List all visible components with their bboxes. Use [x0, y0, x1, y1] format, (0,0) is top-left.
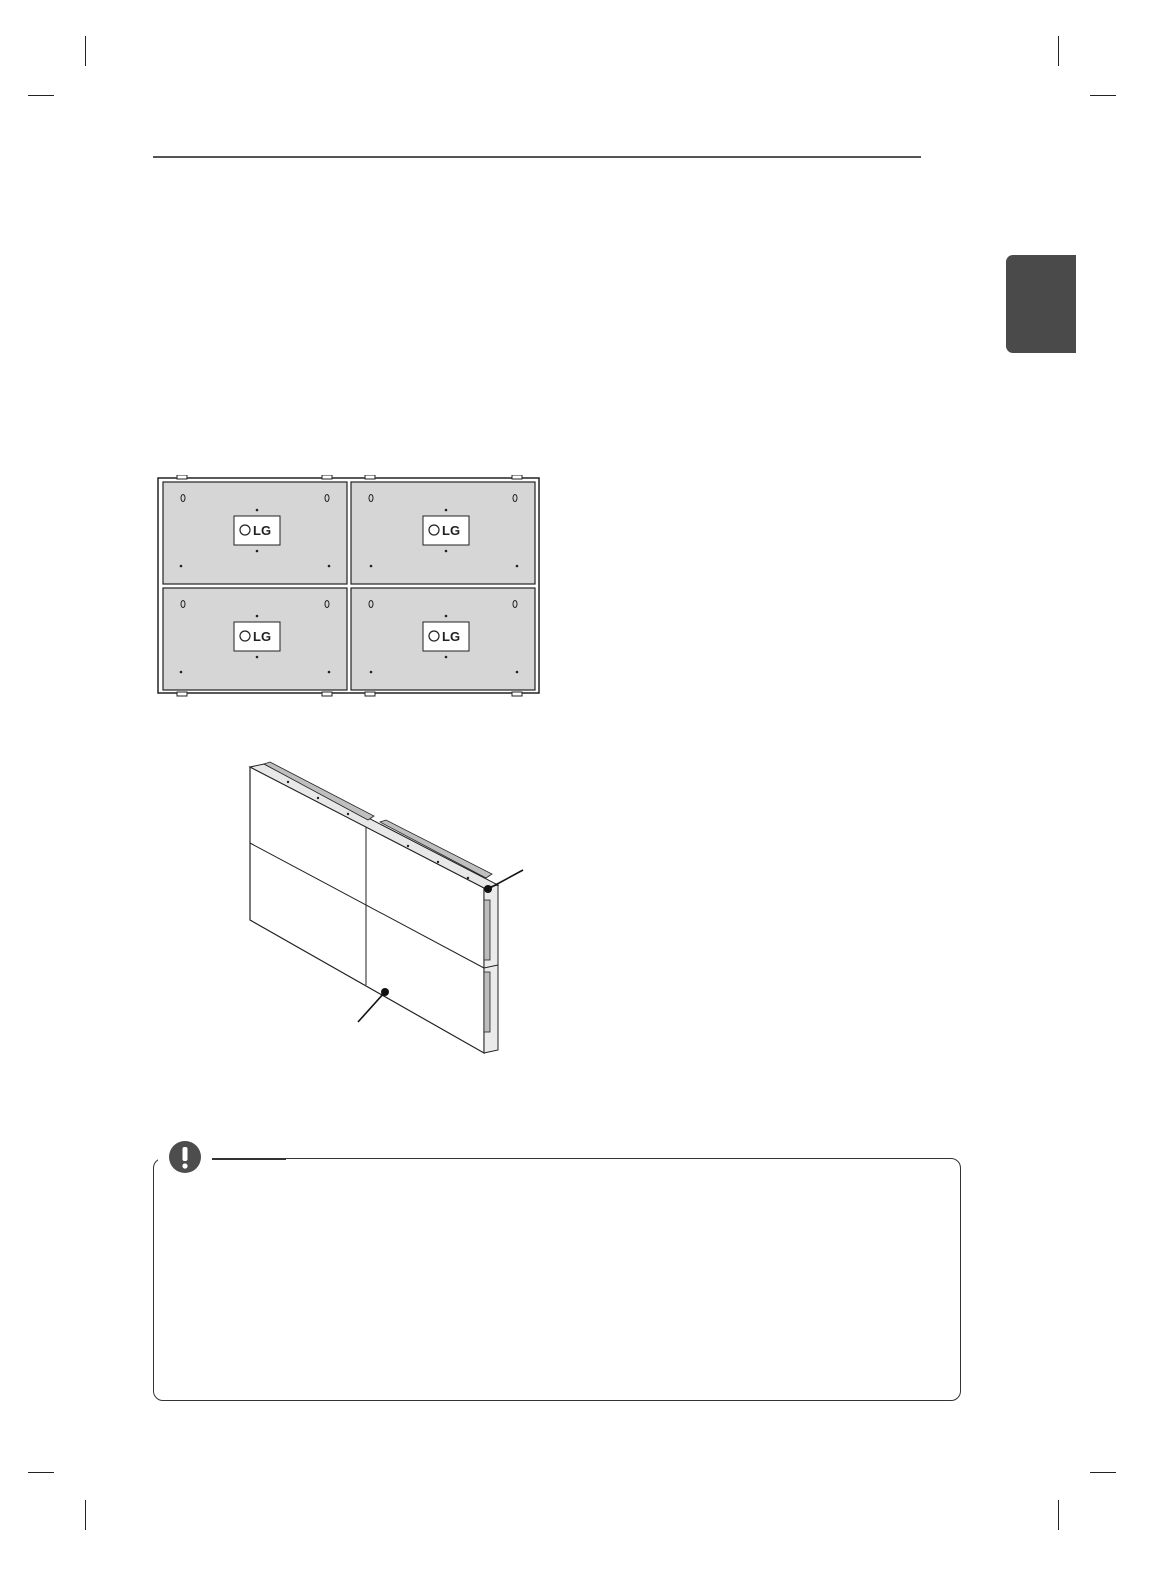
callout-leader-edge	[488, 870, 523, 889]
callout-leader-seam	[358, 992, 385, 1022]
rear-view-illustration	[157, 475, 541, 697]
crop-mark-top-right-horizontal	[1090, 95, 1116, 96]
lg-logo-text: LG	[442, 523, 461, 538]
crop-mark-top-left-vertical	[85, 36, 86, 66]
crop-mark-top-right-vertical	[1058, 36, 1059, 66]
rear-panel-top-left	[163, 482, 347, 584]
rear-panel-bottom-right	[351, 588, 535, 690]
note-box	[153, 1158, 961, 1401]
rear-panel-bottom-left	[163, 588, 347, 690]
header-rule	[153, 156, 921, 158]
crop-mark-bottom-left-horizontal	[28, 1472, 54, 1473]
lg-logo-text: LG	[442, 629, 461, 644]
crop-mark-bottom-right-vertical	[1058, 1500, 1059, 1530]
lg-logo-text: LG	[253, 523, 272, 538]
crop-mark-bottom-right-horizontal	[1090, 1472, 1116, 1473]
crop-mark-top-left-horizontal	[28, 95, 54, 96]
note-header-rule	[212, 1158, 286, 1160]
rear-panel-top-right	[351, 482, 535, 584]
isometric-view-illustration	[240, 760, 540, 1060]
lg-logo-text: LG	[253, 629, 272, 644]
exclamation-icon	[168, 1140, 202, 1174]
chapter-tab	[1006, 255, 1076, 353]
crop-mark-bottom-left-vertical	[85, 1500, 86, 1530]
